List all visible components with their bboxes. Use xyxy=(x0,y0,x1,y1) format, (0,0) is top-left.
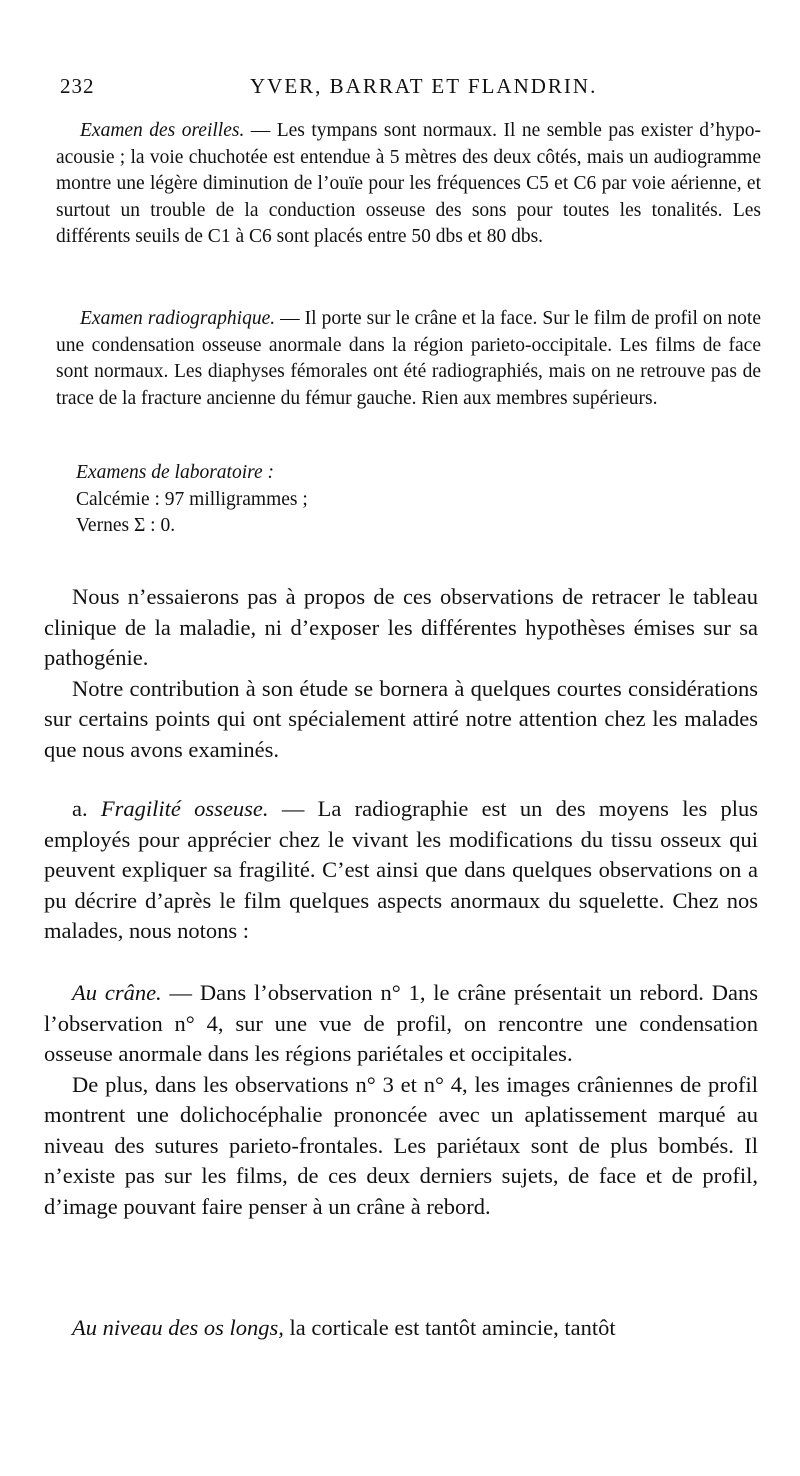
long-bones-text: la corticale est tantôt amincie, tantôt xyxy=(283,1315,616,1340)
paragraph-long-bones xyxy=(44,1313,758,1344)
nous-paragraph: Nous n’essaierons pas à propos de ces observations de retracer le tableau clinique de la maladie, ni d’exposer les différentes hypothèses émises sur sa pathogénie. xyxy=(44,584,758,670)
deplus-paragraph: De plus, dans les observations n° 3 et n° 4, les images crâniennes de profil montrent une dolichocéphalie prononcée avec un aplatissement marqué au niveau des sutures parieto-frontales. Les pariétaux sont de plus bombés. Il n’existe pas sur les films, de ces deux derniers sujets, de face et de profil, d’image pouvant faire penser à un crâne à rebord. xyxy=(44,1071,758,1219)
calcemia-line: Calcémie : 97 milligrammes ; xyxy=(76,488,308,510)
contribution-paragraph: Notre contribution à son étude se bornera à quelques courtes considérations sur certains points qui ont spécialement attiré notre attention chez les malades que nous avons examinés. xyxy=(44,675,758,762)
page-header xyxy=(0,74,800,104)
vernes-line: Vernes Σ : 0. xyxy=(76,515,176,536)
fragility-prefix: a. xyxy=(72,796,101,821)
radiographic-exam-heading: Examen radiographique. xyxy=(80,308,276,329)
radiographic-exam-text: — Il porte sur le crâne et la face. Sur le film de profil on note une condensation osseuse anormale dans la région parieto-occipitale. Les films de face sont normaux. Les diaphyses fémorales ont été radiographiés, mais on ne retrouve pas de trace de la fracture ancienne du fémur gauche. Rien aux membres supérieurs. xyxy=(56,308,761,409)
paragraph-radiographic-exam xyxy=(56,306,761,412)
laboratory-heading: Examens de laboratoire : xyxy=(76,462,275,483)
long-bones-heading: Au niveau des os longs, xyxy=(72,1315,284,1340)
page-number: 232 xyxy=(60,74,95,98)
ears-exam-heading: Examen des oreilles. xyxy=(80,120,245,141)
running-title: YVER, BARRAT ET FLANDRIN. xyxy=(250,74,598,98)
skull-text: — Dans l’observation n° 1, le crâne présentait un rebord. Dans l’observation n° 4, sur une vue de profil, on rencontre une condensation osseuse anormale dans les régions pariétales et occipitales. xyxy=(44,980,758,1066)
paragraph-skull xyxy=(44,978,758,1222)
laboratory-exams xyxy=(76,460,308,540)
ears-exam-text: — Les tympans sont normaux. Il ne semble pas exister d’hypo-acousie ; la voie chuchotée est entendue à 5 mètres des deux côtés, mais un audiogramme montre une légère diminution de l’ouïe pour les fréquences C5 et C6 par voie aérienne, et surtout un trouble de la conduction osseuse des sons pour toutes les tonalités. Les différents seuils de C1 à C6 sont placés entre 50 dbs et 80 dbs. xyxy=(56,120,761,247)
paragraph-ears-exam xyxy=(56,118,761,251)
paragraph-bone-fragility xyxy=(44,794,758,947)
skull-heading: Au crâne. xyxy=(72,980,162,1005)
fragility-heading: Fragilité osseuse. xyxy=(100,796,269,821)
paragraph-introduction xyxy=(44,582,758,765)
fragility-text: — La radiographie est un des moyens les plus employés pour apprécier chez le vivant les modifications du tissu osseux qui peuvent expliquer sa fragilité. C’est ainsi que dans quelques observations on a pu décrire d’après le film quelques aspects anormaux du squelette. Chez nos malades, nous notons : xyxy=(44,796,758,943)
